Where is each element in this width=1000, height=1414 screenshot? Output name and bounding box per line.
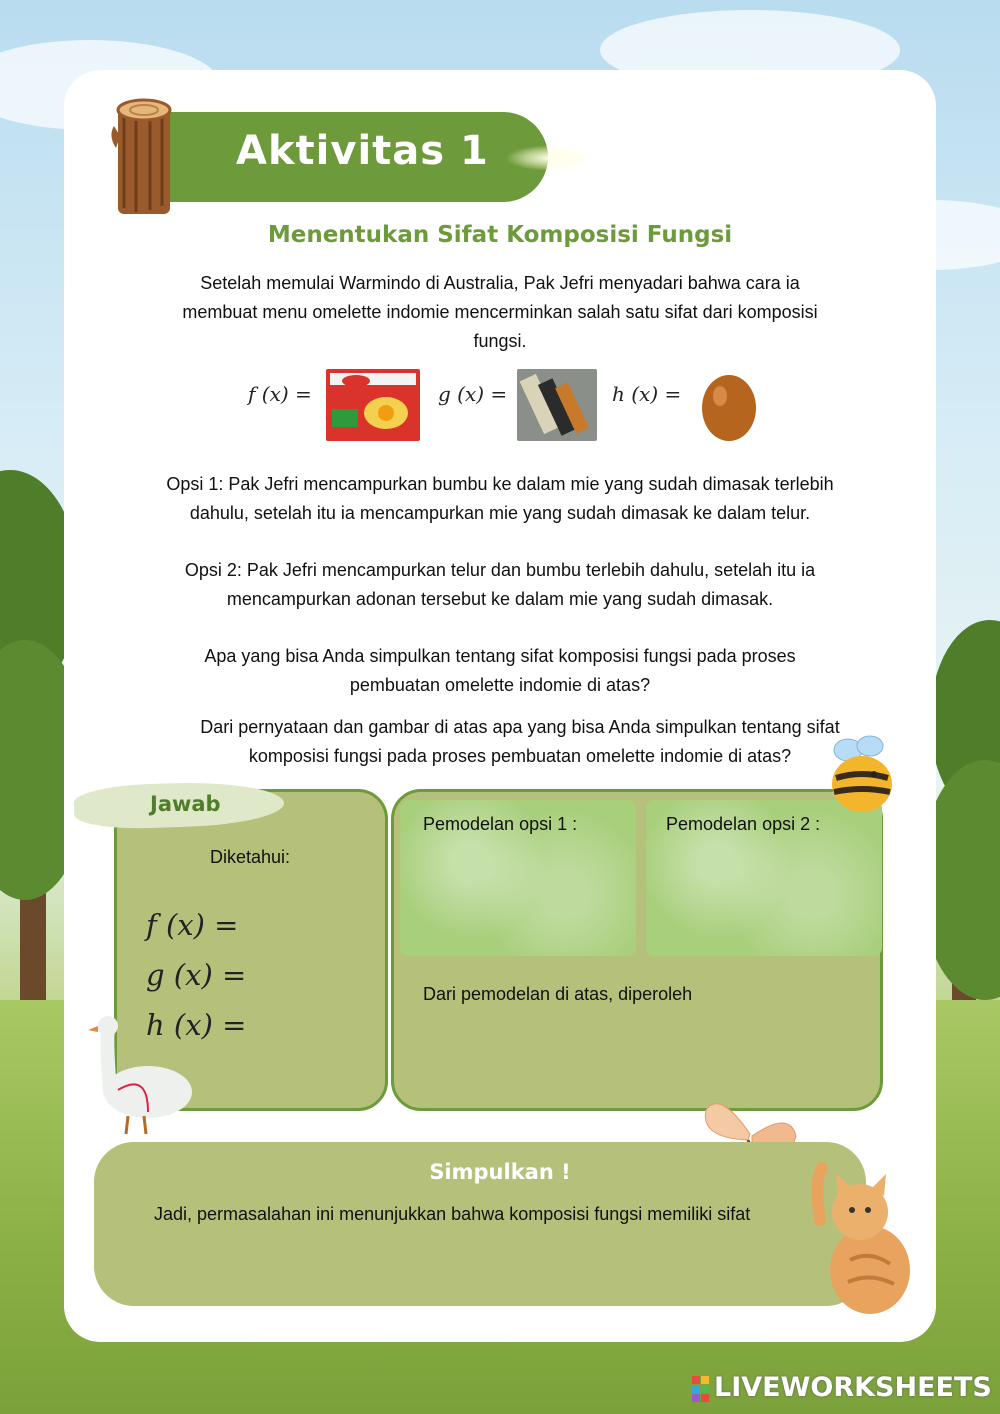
option-1-text: Opsi 1: Pak Jefri mencampurkan bumbu ke dalam mie yang sudah dimasak terlebih dahulu, setelah itu ia mencampurkan mie yang sudah dimasak ke dalam telur. — [166, 474, 834, 523]
banner-title: Aktivitas 1 — [236, 128, 489, 174]
answer-g-label: g (x) = — [146, 958, 247, 992]
seasoning-packets-image — [517, 369, 597, 441]
answer-f-label: f (x) = — [146, 908, 239, 942]
goose-illustration — [88, 1012, 200, 1136]
jawab-label: Jawab — [150, 792, 221, 816]
intro-paragraph: Setelah memulai Warmindo di Australia, Pak Jefri menyadari bahwa cara ia membuat menu omelette indomie mencerminkan salah satu sifat dari komposisi fungsi. — [182, 273, 818, 351]
model-1-label: Pemodelan opsi 1 : — [423, 814, 578, 834]
liveworksheets-watermark: LIVEWORKSHEETS — [714, 1372, 992, 1403]
egg-image — [700, 370, 758, 442]
conclusion-title: Simpulkan ! — [429, 1160, 571, 1184]
conclusion-text: Jadi, permasalahan ini menunjukkan bahwa komposisi fungsi memiliki sifat — [154, 1204, 751, 1224]
indomie-package-image — [326, 369, 420, 441]
section-subtitle: Menentukan Sifat Komposisi Fungsi — [267, 222, 733, 248]
diketahui-label: Diketahui: — [210, 847, 291, 867]
wood-log-icon — [108, 96, 178, 220]
question-2-text: Dari pernyataan dan gambar di atas apa yang bisa Anda simpulkan tentang sifat komposisi fungsi pada proses pembuatan omelette indomie di atas? — [200, 717, 840, 766]
option-2-text: Opsi 2: Pak Jefri mencampurkan telur dan bumbu terlebih dahulu, setelah itu ia mencampurkan adonan tersebut ke dalam mie yang sudah dimasak. — [184, 560, 816, 609]
banner-glow — [505, 145, 595, 171]
cat-illustration — [810, 1160, 922, 1320]
answer-h-label: h (x) = — [146, 1008, 247, 1042]
h-function-label: h (x) = — [612, 382, 682, 406]
bee-illustration — [826, 734, 900, 818]
model-2-label: Pemodelan opsi 2 : — [666, 814, 821, 834]
question-1-text: Apa yang bisa Anda simpulkan tentang sifat komposisi fungsi pada proses pembuatan omelette indomie di atas? — [204, 646, 796, 695]
g-function-label: g (x) = — [438, 382, 508, 406]
derived-label: Dari pemodelan di atas, diperoleh — [423, 984, 693, 1004]
f-function-label: f (x) = — [248, 382, 312, 406]
